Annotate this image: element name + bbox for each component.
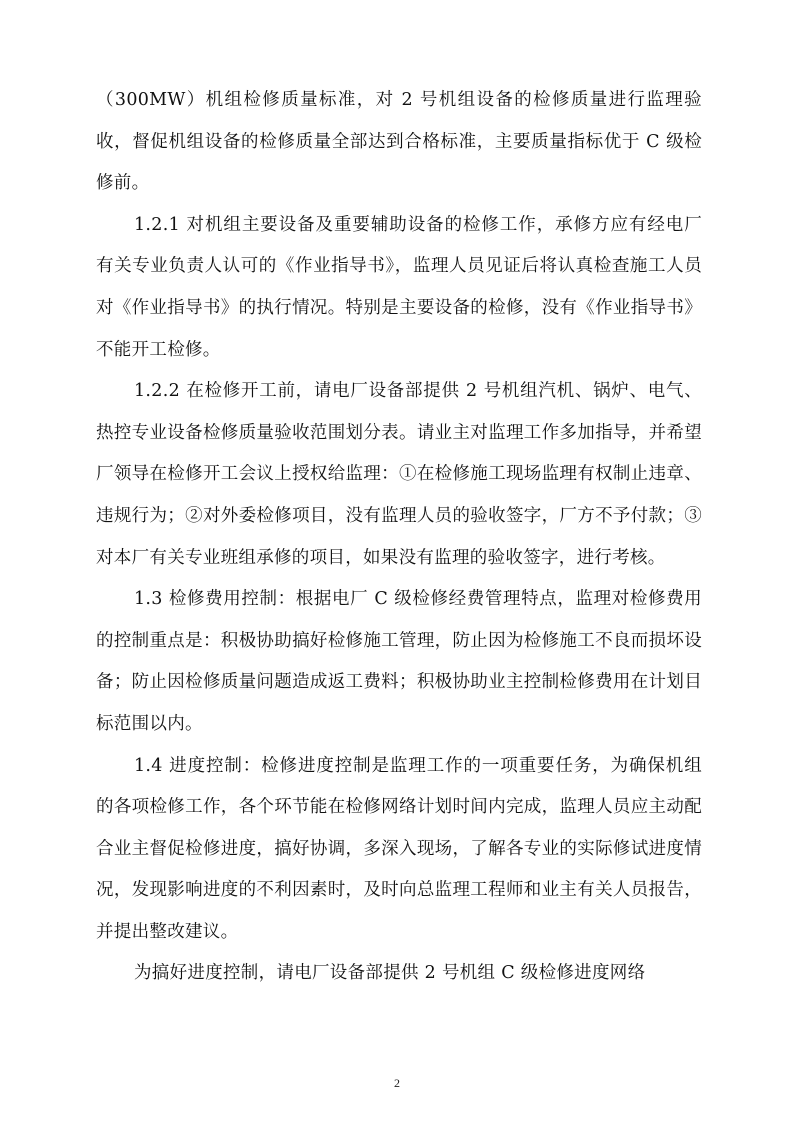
paragraph-1-4-schedule-control: 1.4 进度控制：检修进度控制是监理工作的一项重要任务，为确保机组的各项检修工作，各个环节能在检修网络计划时间内完成，监理人员应主动配合业主督促检修进度，搞好协调，多深入现场，了解各专业的实际修试进度情况，发现影响进度的不利因素时，及时向总监理工程师和业主有关人员报告，并提出整改建议。 — [96, 755, 702, 942]
paragraph-1-2-1: 1.2.1 对机组主要设备及重要辅助设备的检修工作，承修方应有经电厂有关专业负责人认可的《作业指导书》，监理人员见证后将认真检查施工人员对《作业指导书》的执行情况。特别是主要设备的检修，没有《作业指导书》不能开工检修。 — [96, 214, 702, 360]
paragraph-quality-standard: （300MW）机组检修质量标准，对 2 号机组设备的检修质量进行监理验收，督促机组设备的检修质量全部达到合格标准，主要质量指标优于 C 级检修前。 — [96, 90, 702, 194]
page-body — [96, 80, 702, 995]
paragraph-1-3-cost-control: 1.3 检修费用控制：根据电厂 C 级检修经费管理特点，监理对检修费用的控制重点是：积极协助搞好检修施工管理，防止因为检修施工不良而损坏设备；防止因检修质量问题造成返工费料；积极协助业主控制检修费用在计划目标范围以内。 — [96, 589, 702, 734]
page-number: 2 — [394, 1076, 400, 1090]
paragraph-1-2-2: 1.2.2 在检修开工前，请电厂设备部提供 2 号机组汽机、锅炉、电气、热控专业设备检修质量验收范围划分表。请业主对监理工作多加指导，并希望厂领导在检修开工会议上授权给监理：①在检修施工现场监理有权制止违章、违规行为；②对外委检修项目，没有监理人员的验收签字，厂方不予付款；③对本厂有关专业班组承修的项目，如果没有监理的验收签字，进行考核。 — [96, 381, 702, 568]
paragraph-schedule-network: 为搞好进度控制，请电厂设备部提供 2 号机组 C 级检修进度网络 — [134, 963, 646, 984]
